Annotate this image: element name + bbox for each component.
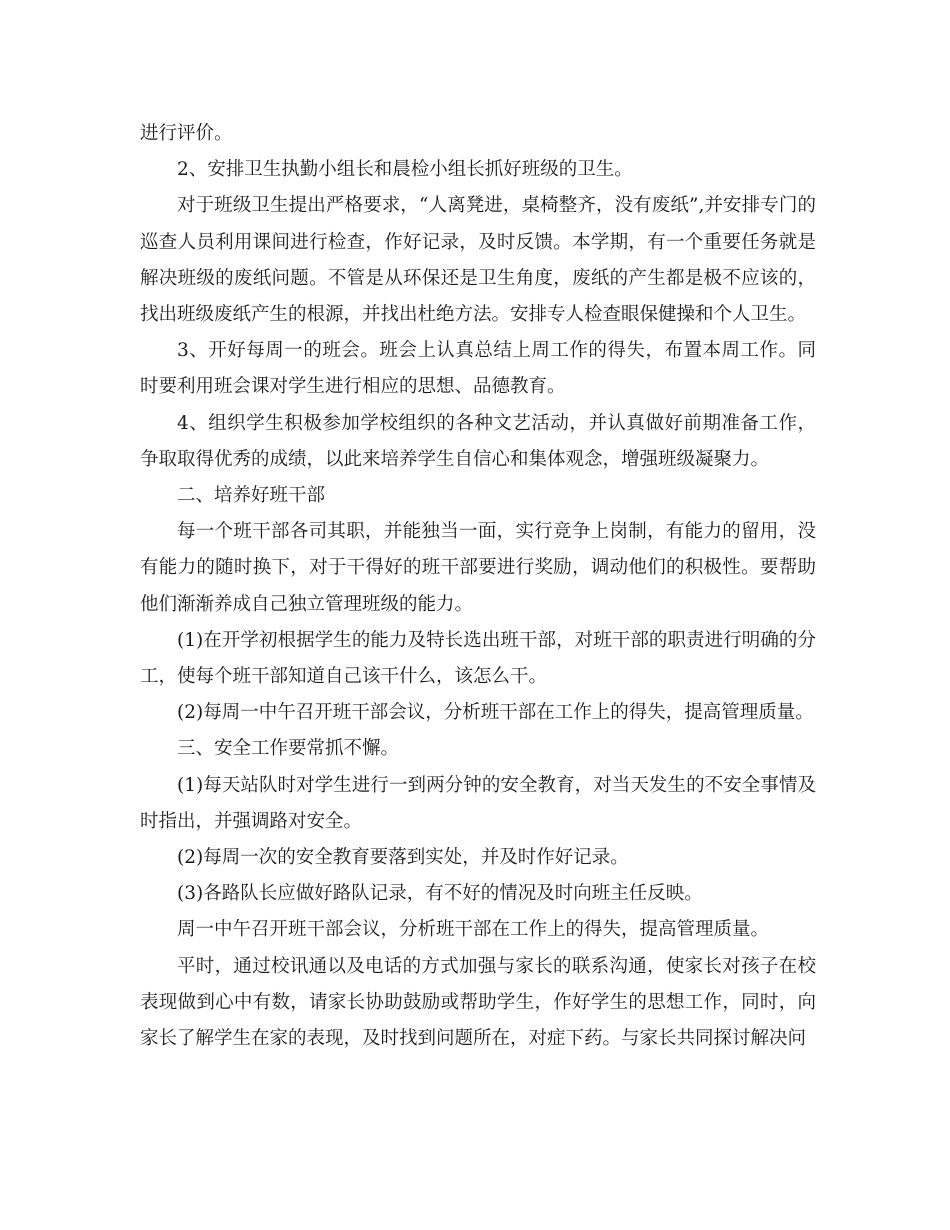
paragraph-monday-meeting: 3、开好每周一的班会。班会上认真总结上周工作的得失，布置本周工作。同时要利用班会课对学生进行相应的思想、品德教育。 — [140, 340, 816, 398]
paragraph-parent-communication: 平时，通过校讯通以及电话的方式加强与家长的联系沟通，使家长对孩子在校表现做到心中有数，请家长协助鼓励或帮助学生，作好学生的思想工作，同时，向家长了解学生在家的表现，及时找到问题所在，对症下药。与家长共同探讨解决问 — [140, 955, 816, 1050]
paragraph-monday-cadre-meeting: 周一中午召开班干部会议，分析班干部在工作上的得失，提高管理质量。 — [177, 919, 770, 941]
paragraph-weekly-safety: (2)每周一次的安全教育要落到实处，并及时作好记录。 — [177, 847, 629, 869]
paragraph-cadre-selection: (1)在开学初根据学生的能力及特长选出班干部，对班干部的职责进行明确的分工，使每个班干部知道自己该干什么，该怎么干。 — [140, 629, 816, 688]
paragraph-cadre-duties: 每一个班干部各司其职，并能独当一面，实行竞争上岗制，有能力的留用，没有能力的随时换下，对于干得好的班干部要进行奖励，调动他们的积极性。要帮助他们渐渐养成自己独立管理班级的能力。 — [140, 521, 816, 615]
document-page — [140, 116, 816, 1057]
paragraph-hygiene-leaders: 2、安排卫生执勤小组长和晨检小组长抓好班级的卫生。 — [177, 159, 633, 181]
paragraph-route-leaders: (3)各路队长应做好路队记录，有不好的情况及时向班主任反映。 — [177, 883, 703, 905]
paragraph-evaluation-end: 进行评价。 — [140, 123, 233, 144]
paragraph-daily-safety: (1)每天站队时对学生进行一到两分钟的安全教育，对当天发生的不安全事情及时指出，并强调路对安全。 — [140, 774, 816, 832]
section-heading-safety: 三、安全工作要常抓不懈。 — [177, 738, 400, 760]
paragraph-art-activities: 4、组织学生积极参加学校组织的各种文艺活动，并认真做好前期准备工作，争取取得优秀的成绩，以此来培养学生自信心和集体观念，增强班级凝聚力。 — [140, 412, 816, 470]
paragraph-cadre-meeting: (2)每周一中午召开班干部会议，分析班干部在工作上的得失，提高管理质量。 — [177, 702, 814, 724]
section-heading-class-cadres: 二、培养好班干部 — [177, 485, 326, 507]
paragraph-hygiene-requirements: 对于班级卫生提出严格要求，“人离凳进，桌椅整齐，没有废纸”,并安排专门的巡查人员利用课间进行检查，作好记录，及时反馈。本学期，有一个重要任务就是解决班级的废纸问题。不管是从环保还是卫生角度，废纸的产生都是极不应该的，找出班级废纸产生的根源，并找出杜绝方法。安排专人检查眼保健操和个人卫生。 — [140, 195, 816, 326]
